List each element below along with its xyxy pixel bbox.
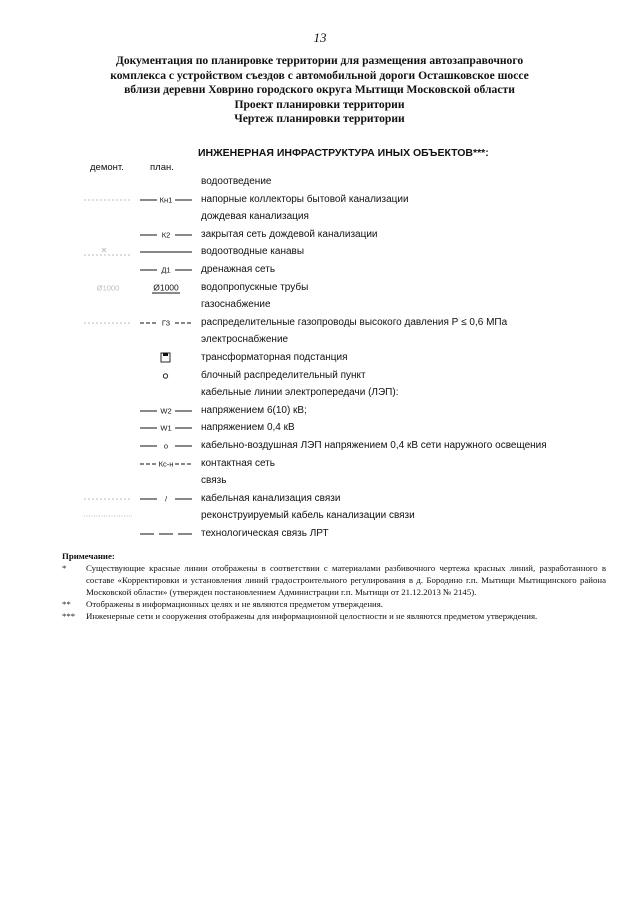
legend-label: распределительные газопроводы высокого давления Р ≤ 0,6 МПа <box>201 316 508 328</box>
legend-symbol-plan <box>138 402 194 420</box>
legend-label: водопропускные трубы <box>201 281 309 293</box>
note-marker: * <box>62 563 67 573</box>
legend-symbol-demont <box>80 314 136 332</box>
header-line: Проект планировки территории <box>234 97 405 111</box>
notes-block <box>62 550 606 622</box>
header-line: вблизи деревни Ховрино городского округа Мытищи Московской области <box>124 83 515 97</box>
legend-label: кабельная канализация связи <box>201 492 341 504</box>
legend-row <box>0 191 639 209</box>
notes-title: Примечание: <box>62 551 115 561</box>
legend-row <box>0 490 639 508</box>
legend-label: электроснабжение <box>201 334 289 346</box>
legend-label: кабельно-воздушная ЛЭП напряжением 0,4 кВ сети наружного освещения <box>201 440 547 451</box>
legend-label: кабельные линии электропередачи (ЛЭП): <box>201 387 399 399</box>
note-text: Инженерные сети и сооружения отображены для информационной целостности и не являются предметом утверждения. <box>86 611 538 621</box>
legend-label: блочный распределительный пункт <box>201 369 366 381</box>
legend-label: напряжением 0,4 кВ <box>201 422 295 434</box>
svg-text:Д1: Д1 <box>161 265 171 275</box>
legend-row <box>0 208 639 226</box>
legend-symbol-plan <box>138 279 194 297</box>
legend-row <box>0 226 639 244</box>
legend-row <box>0 296 639 314</box>
note-text: Отображены в информационных целях и не являются предметом утверждения. <box>86 599 383 609</box>
svg-text:Кс-н: Кс-н <box>158 459 174 469</box>
svg-text:Кн1: Кн1 <box>159 195 173 205</box>
legend-label: газоснабжение <box>201 299 271 311</box>
header-line: Чертеж планировки территории <box>234 112 405 126</box>
legend-symbol-plan <box>138 490 194 508</box>
legend-symbol-plan <box>138 419 194 437</box>
note-item <box>62 610 606 622</box>
legend-row <box>0 331 639 349</box>
legend-symbol-plan <box>138 437 194 455</box>
svg-text:Ø1000: Ø1000 <box>153 282 179 293</box>
header-line: Документация по планировке территории для размещения автозаправочного <box>115 54 524 67</box>
legend-row <box>0 243 639 261</box>
column-header-plan: план. <box>150 162 174 173</box>
legend-symbol-plan <box>138 191 194 209</box>
legend-symbol-demont <box>80 191 136 209</box>
header-line: комплекса с устройством съездов с автомобильной дороги Осташковское шоссе <box>110 68 529 82</box>
note-item <box>62 562 606 598</box>
legend-label: напряжением 6(10) кВ; <box>201 404 307 416</box>
legend-label: водоотводные канавы <box>201 246 305 258</box>
legend-symbol-plan <box>138 261 194 279</box>
legend-symbol-demont <box>80 243 136 261</box>
legend-label: напорные коллекторы бытовой канализации <box>201 193 409 205</box>
svg-text:о: о <box>163 441 169 451</box>
legend-row <box>0 279 639 297</box>
legend-row <box>0 419 639 437</box>
svg-text:Ø1000: Ø1000 <box>96 283 120 293</box>
legend-symbol-demont <box>80 490 136 508</box>
legend-row <box>0 472 639 490</box>
legend-row <box>0 437 639 455</box>
page-number: 13 <box>313 30 327 45</box>
legend-symbol-plan <box>138 243 194 261</box>
legend-label: дождевая канализация <box>201 211 309 223</box>
svg-text:Г3: Г3 <box>161 318 171 328</box>
legend-row <box>0 507 639 525</box>
note-marker: ** <box>62 599 71 609</box>
legend-label: связь <box>201 475 227 487</box>
note-marker: *** <box>62 611 76 621</box>
legend-symbol-plan <box>138 507 194 525</box>
legend-symbol-plan <box>138 525 194 543</box>
legend-symbol-plan <box>138 314 194 332</box>
legend-symbol-plan <box>138 226 194 244</box>
section-title: ИНЖЕНЕРНАЯ ИНФРАСТРУКТУРА ИНЫХ ОБЪЕКТОВ***: <box>198 147 489 159</box>
svg-text:К2: К2 <box>161 230 171 240</box>
legend-symbol-plan <box>138 455 194 473</box>
legend-row <box>0 402 639 420</box>
legend-label: водоотведение <box>201 176 272 187</box>
legend-row <box>0 367 639 385</box>
legend-label: закрытая сеть дождевой канализации <box>201 228 378 240</box>
svg-text:W1: W1 <box>160 423 172 433</box>
legend-symbol-plan <box>138 349 194 367</box>
legend-symbol-demont <box>80 507 136 525</box>
legend-label: реконструируемый кабель канализации связи <box>201 510 415 522</box>
legend-row <box>0 349 639 367</box>
legend-symbol-plan <box>138 367 194 385</box>
legend-row <box>0 455 639 473</box>
column-header-demont: демонт. <box>90 162 124 173</box>
legend-symbol-demont <box>80 279 136 297</box>
note-item <box>62 598 606 610</box>
legend-row <box>0 173 639 191</box>
note-text: Существующие красные линии отображены в соответствии с материалами разбивочного чертежа красных линий, разработанного в составе «Корректировки и установления линий градостроительного регулирования в д. Бородино г.п. Мытищи Мытищинского района Московской области» (утвержден постановлением Администрации г.п. Мытищи от 21.12.2013 № 2145). <box>86 563 606 597</box>
svg-text:W2: W2 <box>160 406 172 416</box>
document-header <box>20 54 619 127</box>
svg-text:/: / <box>164 494 168 504</box>
legend-label: дренажная сеть <box>201 264 276 275</box>
legend-row <box>0 384 639 402</box>
legend-label: трансформаторная подстанция <box>201 352 348 363</box>
legend-label: контактная сеть <box>201 457 275 469</box>
legend-label: технологическая связь ЛРТ <box>201 528 329 539</box>
legend-row <box>0 314 639 332</box>
legend-row <box>0 525 639 543</box>
legend-row <box>0 261 639 279</box>
